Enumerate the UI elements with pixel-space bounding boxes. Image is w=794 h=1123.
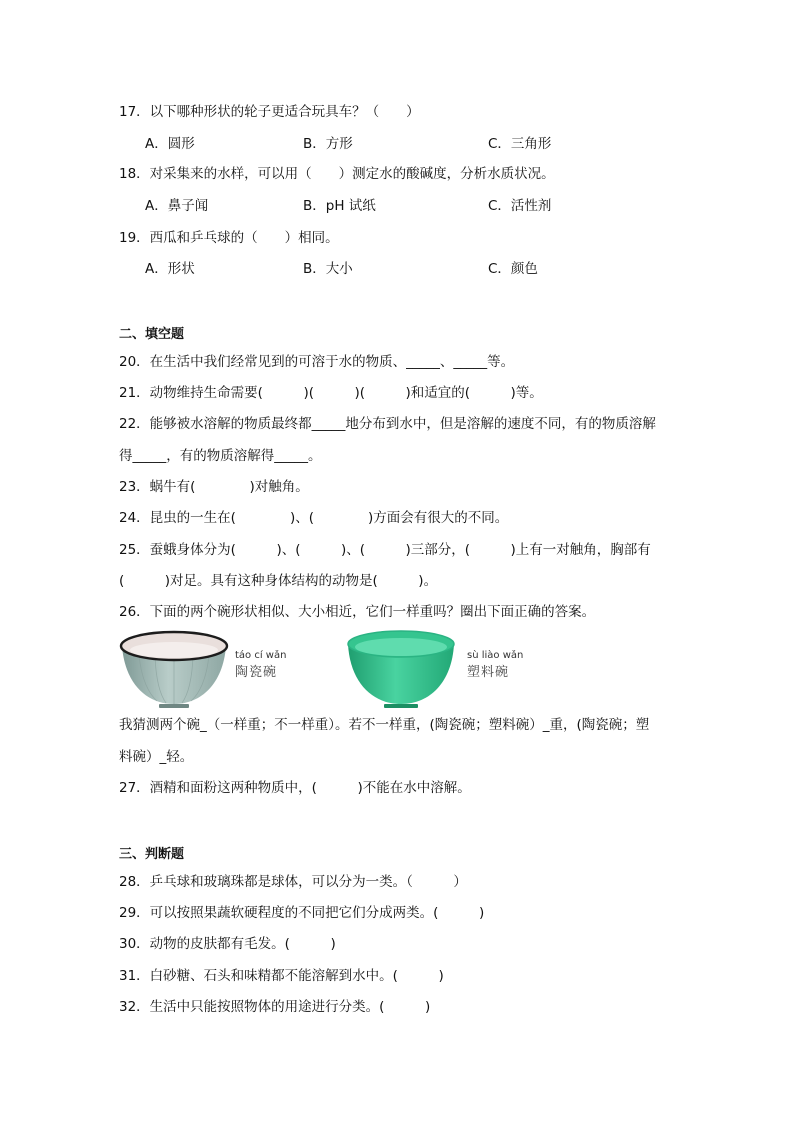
option-b[interactable]: B．pH 试纸 — [303, 198, 376, 214]
plastic-bowl-image — [346, 624, 456, 710]
question-24: 24．昆虫的一生在( )、( )方面会有很大的不同。 — [119, 510, 509, 526]
question-22-line2: 得_____，有的物质溶解得_____。 — [119, 448, 322, 464]
question-26-answer-line1: 我猜测两个碗_（一样重；不一样重）。若不一样重，(陶瓷碗；塑料碗）_重，(陶瓷碗；塑 — [119, 717, 650, 733]
question-17: 17．以下哪种形状的轮子更适合玩具车？（ ） — [119, 104, 420, 120]
question-19: 19．西瓜和乒乓球的（ ）相同。 — [119, 230, 339, 246]
plastic-bowl-label — [467, 650, 523, 680]
question-25-line2: ( )对足。具有这种身体结构的动物是( )。 — [119, 573, 438, 589]
option-b[interactable]: B．大小 — [303, 261, 353, 277]
ceramic-bowl-figure — [119, 624, 309, 712]
ceramic-bowl-hanzi: 陶瓷碗 — [235, 665, 278, 680]
question-30: 30．动物的皮肤都有毛发。( ) — [119, 936, 336, 952]
option-c[interactable]: C．三角形 — [488, 136, 552, 152]
question-26-answer-line2: 料碗）_轻。 — [119, 749, 194, 765]
question-28: 28．乒乓球和玻璃珠都是球体，可以分为一类。（ ） — [119, 874, 467, 890]
option-a[interactable]: A．形状 — [145, 261, 195, 277]
question-22-line1: 22．能够被水溶解的物质最终都_____地分布到水中，但是溶解的速度不同，有的物质溶解 — [119, 416, 656, 432]
question-21: 21．动物维持生命需要( )( )( )和适宜的( )等。 — [119, 385, 543, 401]
option-c[interactable]: C．活性剂 — [488, 198, 552, 214]
plastic-bowl-pinyin: sù liào wǎn — [467, 650, 524, 661]
question-32: 32．生活中只能按照物体的用途进行分类。( ) — [119, 999, 431, 1015]
plastic-bowl-hanzi: 塑料碗 — [467, 665, 510, 680]
section-title-true-false: 三、判断题 — [119, 847, 185, 862]
question-23: 23．蜗牛有( )对触角。 — [119, 479, 309, 495]
option-a[interactable]: A．鼻子闻 — [145, 198, 209, 214]
question-31: 31．白砂糖、石头和味精都不能溶解到水中。( ) — [119, 968, 444, 984]
option-a[interactable]: A．圆形 — [145, 136, 195, 152]
ceramic-bowl-pinyin: táo cí wǎn — [235, 650, 287, 661]
plastic-bowl-figure — [346, 624, 536, 712]
question-20: 20．在生活中我们经常见到的可溶于水的物质、_____、_____等。 — [119, 354, 515, 370]
question-29: 29．可以按照果蔬软硬程度的不同把它们分成两类。( ) — [119, 905, 485, 921]
option-b[interactable]: B．方形 — [303, 136, 353, 152]
question-18: 18．对采集来的水样，可以用（ ）测定水的酸碱度，分析水质状况。 — [119, 166, 555, 182]
option-c[interactable]: C．颜色 — [488, 261, 538, 277]
section-title-fill-in: 二、填空题 — [119, 327, 185, 342]
ceramic-bowl-image — [119, 624, 229, 710]
ceramic-bowl-label — [235, 650, 286, 680]
question-25-line1: 25．蚕蛾身体分为( )、( )、( )三部分，( )上有一对触角，胸部有 — [119, 542, 651, 558]
question-27: 27．酒精和面粉这两种物质中，( )不能在水中溶解。 — [119, 780, 471, 796]
question-26: 26．下面的两个碗形状相似、大小相近，它们一样重吗？圈出下面正确的答案。 — [119, 604, 596, 620]
